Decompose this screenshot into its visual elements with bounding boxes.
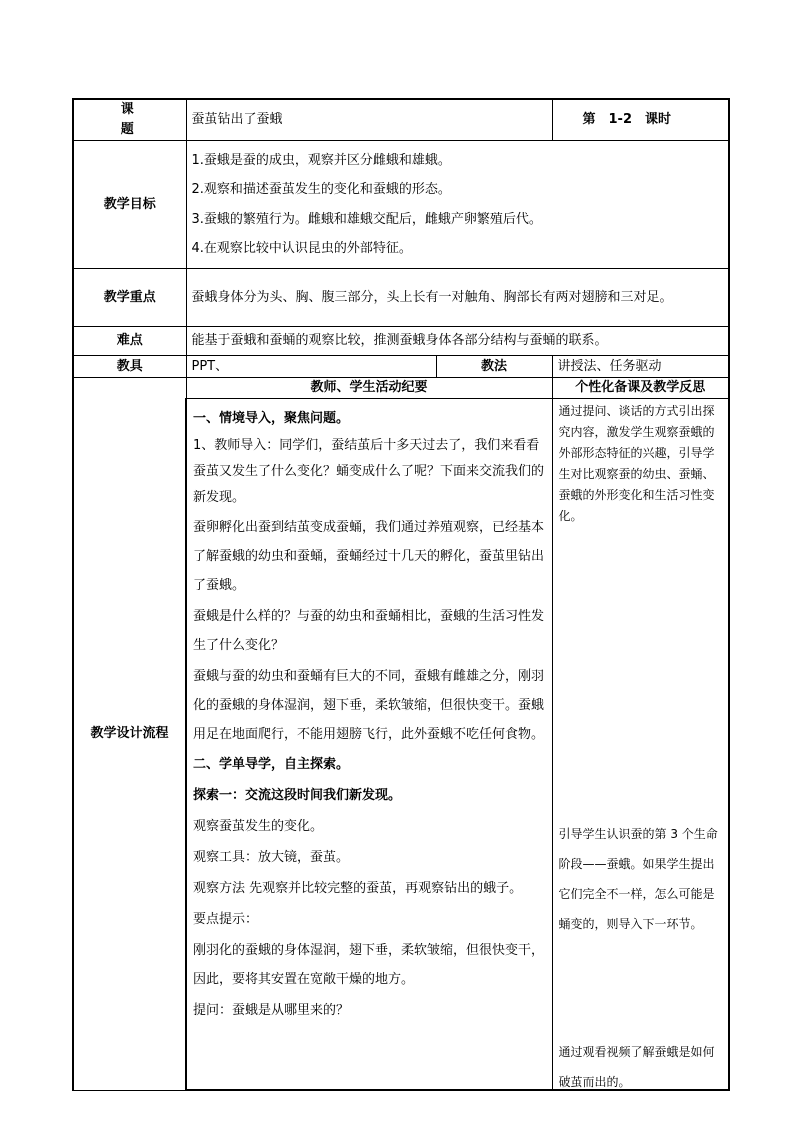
- difficulty-text: 能基于蚕蛾和蚕蛹的观察比较，推测蚕蛾身体各部分结构与蚕蛹的联系。: [186, 327, 729, 356]
- paragraph: 观察方法 先观察并比较完整的蚕茧，再观察钻出的蛾子。: [193, 881, 523, 896]
- method-value: 讲授法、任务驱动: [552, 356, 729, 378]
- flow-main-header: 教师、学生活动纪要: [186, 378, 552, 399]
- paragraph: 提问：蚕蛾是从哪里来的？: [193, 1003, 350, 1018]
- flow-label: 教学设计流程: [73, 378, 186, 1091]
- goal-item: 2.观察和描述蚕茧发生的变化和蚕蛾的形态。: [191, 182, 451, 197]
- paragraph: 观察工具：放大镜，蚕茧。: [193, 850, 350, 865]
- flow-side-header: 个性化备课及教学反思: [552, 378, 729, 399]
- sub-heading: 探索一：交流这段时间我们新发现。: [193, 788, 402, 803]
- goals-label: 教学目标: [73, 141, 186, 269]
- reflection-note: 通过提问、谈话的方式引出探究内容，激发学生观察蚕蛾的外部形态特征的兴趣，引导学生对比观察蚕的幼虫、蚕蛹、蚕蛾的外形变化和生活习性变化。: [558, 404, 715, 523]
- paragraph: 蚕蛾与蚕的幼虫和蚕蛹有巨大的不同，蚕蛾有雌雄之分，刚羽化的蚕蛾的身体湿润，翅下垂，柔软皱缩，但很快变干。蚕蛾用足在地面爬行，不能用翅膀飞行，此外蚕蛾不吃任何食物。: [193, 669, 545, 742]
- paragraph: 蚕蛾是什么样的？与蚕的幼虫和蚕蛹相比，蚕蛾的生活习性发生了什么变化？: [193, 609, 545, 653]
- goal-item: 3.蚕蛾的繁殖行为。雌蛾和雄蛾交配后，雌蛾产卵繁殖后代。: [191, 211, 542, 227]
- lesson-plan-table: [72, 98, 730, 1091]
- difficulty-label: 难点: [73, 327, 186, 356]
- paragraph: 刚羽化的蚕蛾的身体湿润，翅下垂，柔软皱缩，但很快变干，因此，要将其安置在宽敞干燥的地方。: [193, 943, 545, 987]
- paragraph: 观察蚕茧发生的变化。: [193, 819, 324, 834]
- period-value: 第 1-2 课时: [552, 99, 729, 141]
- key-points-text: 蚕蛾身体分为头、胸、腹三部分，头上长有一对触角、胸部长有两对翅膀和三对足。: [186, 269, 729, 327]
- key-points-label: 教学重点: [73, 269, 186, 327]
- section-heading: 一、情境导入，聚焦问题。: [193, 411, 350, 426]
- paragraph: 1、教师导入：同学们，蚕结茧后十多天过去了，我们来看看蚕茧又发生了什么变化？蛹变成什么了呢？下面来交流我们的新发现。: [193, 438, 545, 505]
- paragraph: 蚕卵孵化出蚕到结茧变成蚕蛹，我们通过养殖观察，已经基本了解蚕蛾的幼虫和蚕蛹，蚕蛹经过十几天的孵化，蚕茧里钻出了蚕蛾。: [193, 520, 545, 593]
- reflection-note: 引导学生认识蚕的第 3 个生命阶段——蚕蛾。如果学生提出它们完全不一样，怎么可能是蛹变的，则导入下一环节。: [558, 827, 718, 931]
- paragraph: 要点提示：: [193, 912, 259, 927]
- flow-side-content: [552, 399, 729, 1091]
- topic-label: 课题: [73, 99, 186, 141]
- reflection-note: 通过观看视频了解蚕蛾是如何破茧而出的。: [558, 1045, 715, 1089]
- goals-list: [186, 141, 729, 269]
- goal-item: 4.在观察比较中认识昆虫的外部特征。: [191, 241, 412, 256]
- tools-label: 教具: [73, 356, 186, 378]
- method-label: 教法: [436, 356, 552, 378]
- section-heading: 二、学单导学，自主探索。: [193, 757, 350, 772]
- topic-value: 蚕茧钻出了蚕蛾: [186, 99, 552, 141]
- tools-value: PPT、: [186, 356, 436, 378]
- flow-main-content: [186, 399, 552, 1091]
- goal-item: 1.蚕蛾是蚕的成虫，观察并区分雌蛾和雄蛾。: [191, 152, 451, 168]
